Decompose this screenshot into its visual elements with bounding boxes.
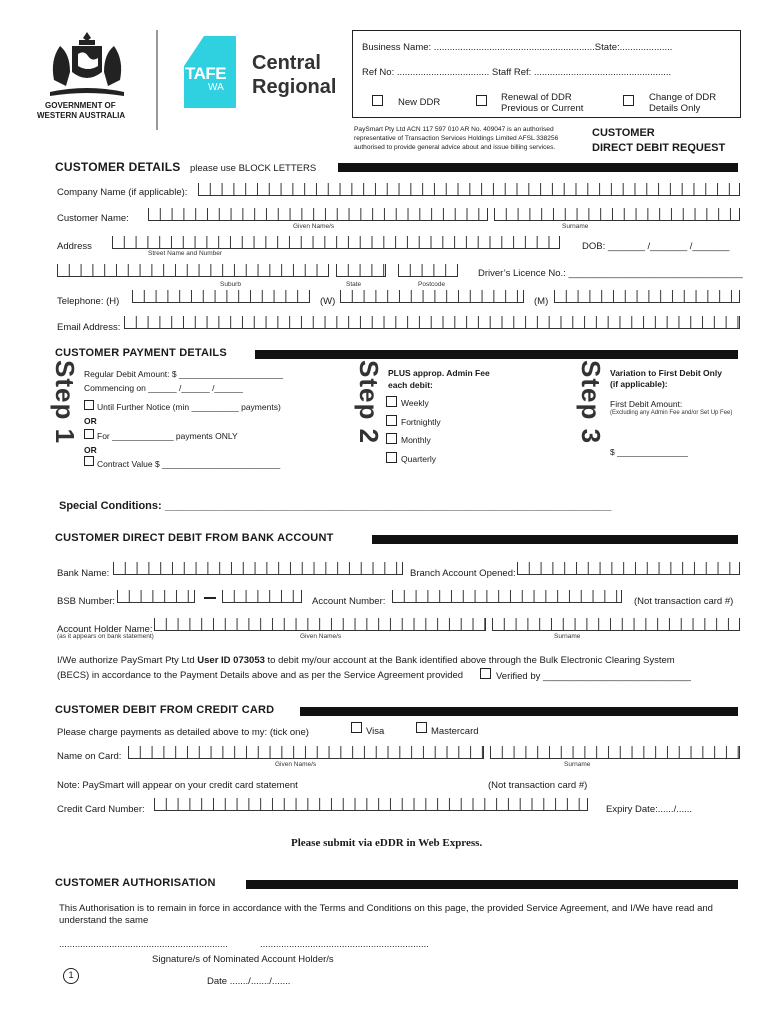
holder-given-cells[interactable] xyxy=(154,618,486,631)
payment-title: CUSTOMER PAYMENT DETAILS xyxy=(55,347,227,359)
ref-no[interactable]: Ref No: ................................... Staff Ref: .................................................... xyxy=(362,67,672,78)
form-title-2: DIRECT DEBIT REQUEST xyxy=(592,142,726,154)
first-debit-amount[interactable]: $ _______________ xyxy=(610,447,688,457)
plus-admin-2: each debit: xyxy=(388,380,433,390)
suburb-cells[interactable] xyxy=(57,264,329,277)
dob-field[interactable]: DOB: _______ /_______ /_______ xyxy=(582,241,730,252)
monthly-label: Monthly xyxy=(401,435,431,445)
tel-w-label: (W) xyxy=(320,296,336,307)
signature-label: Signature/s of Nominated Account Holder/s xyxy=(152,954,334,965)
given-names-sub: Given Name/s xyxy=(293,223,335,230)
holder-given-sub: Given Name/s xyxy=(300,633,342,640)
auth-bar xyxy=(246,880,738,889)
licence-field[interactable]: Driver’s Licence No.: _________________________________ xyxy=(478,268,743,279)
card-surname-sub: Surname xyxy=(564,761,591,768)
regular-debit[interactable]: Regular Debit Amount: $ ______________________ xyxy=(84,369,283,379)
plus-admin-1: PLUS approp. Admin Fee xyxy=(388,368,490,378)
change-label-1: Change of DDR xyxy=(649,92,717,103)
step2-label: Step 2 xyxy=(354,360,384,445)
step3-label: Step 3 xyxy=(576,360,606,445)
bank-bar xyxy=(372,535,738,544)
holder-note: (as it appears on bank statement) xyxy=(57,633,154,640)
visa-label: Visa xyxy=(366,726,385,737)
state-cells[interactable] xyxy=(336,264,386,277)
tafe-wa: WA xyxy=(208,82,224,93)
for-payments[interactable]: For _____________ payments ONLY xyxy=(97,431,238,441)
regional-text: Regional xyxy=(252,76,337,98)
authorize-line1 xyxy=(57,655,675,666)
mastercard-label: Mastercard xyxy=(431,726,479,737)
address-label: Address xyxy=(57,241,92,252)
new-ddr-label: New DDR xyxy=(398,97,441,108)
customer-details-title: CUSTOMER DETAILS xyxy=(55,160,181,174)
account-number-cells[interactable] xyxy=(392,590,622,603)
holder-surname-cells[interactable] xyxy=(492,618,740,631)
not-transaction: (Not transaction card #) xyxy=(634,596,734,607)
mastercard-checkbox[interactable] xyxy=(416,722,427,733)
tel-m-label: (M) xyxy=(534,296,549,307)
or-1: OR xyxy=(84,416,97,426)
user-id: User ID 073053 xyxy=(197,655,265,666)
renewal-label-2: Previous or Current xyxy=(501,103,584,114)
card-given-sub: Given Name/s xyxy=(275,761,317,768)
card-given-cells[interactable] xyxy=(128,746,484,759)
customer-given-cells[interactable] xyxy=(148,208,488,221)
company-name-label: Company Name (if applicable): xyxy=(57,187,188,198)
paysmart-statement-note: Note: PaySmart will appear on your credit card statement xyxy=(57,780,298,791)
auth-title: CUSTOMER AUTHORISATION xyxy=(55,877,216,889)
bsb-cells-1[interactable] xyxy=(117,590,195,603)
renewal-label-1: Renewal of DDR xyxy=(501,92,572,103)
step1-label: Step 1 xyxy=(50,360,80,445)
bank-title: CUSTOMER DIRECT DEBIT FROM BANK ACCOUNT xyxy=(55,532,334,544)
divider xyxy=(156,30,158,130)
street-cells[interactable] xyxy=(112,236,560,249)
tafe-text: TAFE xyxy=(185,64,227,83)
email-label: Email Address: xyxy=(57,322,121,333)
email-cells[interactable] xyxy=(124,316,740,329)
quarterly-label: Quarterly xyxy=(401,454,436,464)
company-name-cells[interactable] xyxy=(198,183,740,196)
variation-2: (if applicable): xyxy=(610,379,668,389)
special-conditions[interactable]: Special Conditions: _________________________________________________________________________ xyxy=(59,500,612,512)
until-notice[interactable]: Until Further Notice (min __________ payments) xyxy=(97,402,281,412)
verified-by[interactable]: Verified by ____________________________ xyxy=(496,671,691,682)
bank-name-label: Bank Name: xyxy=(57,568,110,579)
suburb-sub: Suburb xyxy=(220,281,241,288)
charge-label: Please charge payments as detailed above to my: (tick one) xyxy=(57,727,309,738)
quarterly-checkbox[interactable] xyxy=(386,452,397,463)
authorize-line2: (BECS) in accordance to the Payment Details above and as per the Service Agreement provided xyxy=(57,670,464,681)
gov-line1: GOVERNMENT OF xyxy=(45,101,116,110)
for-payments-checkbox[interactable] xyxy=(84,429,94,439)
bank-name-cells[interactable] xyxy=(113,562,403,575)
postcode-sub: Postcode xyxy=(418,281,446,288)
authorize-1c: to debit my/our account at the Bank identified above through the Bulk Electronic Clearing System xyxy=(264,655,675,666)
variation-1: Variation to First Debit Only xyxy=(610,368,722,378)
weekly-label: Weekly xyxy=(401,398,429,408)
tel-h-label: Telephone: (H) xyxy=(57,296,120,307)
first-debit: First Debit Amount: xyxy=(610,399,683,409)
card-not-transaction: (Not transaction card #) xyxy=(488,780,588,791)
verified-checkbox[interactable] xyxy=(480,668,491,679)
date-field[interactable]: Date ......./......./....... xyxy=(207,976,291,987)
tafe-logo xyxy=(184,36,236,108)
monthly-checkbox[interactable] xyxy=(386,433,397,444)
block-letters-hint: please use BLOCK LETTERS xyxy=(190,163,317,174)
fortnightly-checkbox[interactable] xyxy=(386,415,397,426)
page-number-text: 1 xyxy=(68,970,74,981)
branch-label: Branch Account Opened: xyxy=(410,568,516,579)
holder-surname-sub: Surname xyxy=(554,633,581,640)
visa-checkbox[interactable] xyxy=(351,722,362,733)
until-notice-checkbox[interactable] xyxy=(84,400,94,410)
credit-title: CUSTOMER DEBIT FROM CREDIT CARD xyxy=(55,704,275,716)
renewal-checkbox[interactable] xyxy=(476,95,487,106)
change-checkbox[interactable] xyxy=(623,95,634,106)
postcode-cells[interactable] xyxy=(398,264,458,277)
card-surname-cells[interactable] xyxy=(490,746,740,759)
fortnightly-label: Fortnightly xyxy=(401,417,441,427)
government-crest xyxy=(42,30,132,100)
account-number-label: Account Number: xyxy=(312,596,386,607)
bsb-cells-2[interactable] xyxy=(222,590,302,603)
state-sub: State xyxy=(346,281,362,288)
signature-line-2[interactable]: ................................................................ xyxy=(260,939,429,950)
business-name[interactable]: Business Name: .............................................................State:.................... xyxy=(362,42,673,53)
tel-m-cells[interactable] xyxy=(554,290,740,303)
header-box xyxy=(352,30,741,118)
or-2: OR xyxy=(84,445,97,455)
holder-label: Account Holder Name: xyxy=(57,624,153,635)
central-text: Central xyxy=(252,52,321,74)
weekly-checkbox[interactable] xyxy=(386,396,397,407)
bsb-label: BSB Number: xyxy=(57,596,116,607)
name-on-card-label: Name on Card: xyxy=(57,751,122,762)
header-bar xyxy=(338,163,738,172)
auth-text: This Authorisation is to remain in force in accordance with the Terms and Conditions on this page, the provided Service Agreement, and I/We have read and understand the same xyxy=(59,903,713,926)
tel-w-cells[interactable] xyxy=(340,290,524,303)
change-label-2: Details Only xyxy=(649,103,701,114)
gov-line2: WESTERN AUSTRALIA xyxy=(37,111,126,120)
customer-name-label: Customer Name: xyxy=(57,213,129,224)
paysmart-note: PaySmart Pty Ltd ACN 117 597 010 AR No. 409047 is an authorised representative of Transaction Services Holdings Limited AFSL 338256 authorised to provide general advice about and issue billing services. xyxy=(354,126,559,151)
signature-line-1[interactable]: ................................................................ xyxy=(59,939,228,950)
customer-surname-cells[interactable] xyxy=(494,208,740,221)
page-number xyxy=(63,968,79,984)
street-sub: Street Name and Number xyxy=(148,250,223,257)
payment-bar xyxy=(255,350,738,359)
submit-note: Please submit via eDDR in Web Express. xyxy=(291,837,483,849)
first-debit-note: (Excluding any Admin Fee and/or Set Up Fee) xyxy=(610,410,733,416)
commencing[interactable]: Commencing on ______ /______ /______ xyxy=(84,383,243,393)
card-number-label: Credit Card Number: xyxy=(57,804,145,815)
expiry-date[interactable]: Expiry Date:....../...... xyxy=(606,804,693,815)
surname-sub: Surname xyxy=(562,223,589,230)
contract-value[interactable]: Contract Value $ _________________________ xyxy=(97,459,281,469)
new-ddr-checkbox[interactable] xyxy=(372,95,383,106)
branch-cells[interactable] xyxy=(517,562,740,575)
form-title-1: CUSTOMER xyxy=(592,127,655,139)
credit-bar xyxy=(300,707,738,716)
contract-checkbox[interactable] xyxy=(84,456,94,466)
authorize-1a: I/We authorize PaySmart Pty Ltd xyxy=(57,655,198,666)
card-number-cells[interactable] xyxy=(154,798,588,811)
tel-h-cells[interactable] xyxy=(132,290,310,303)
bsb-dash xyxy=(204,597,216,599)
